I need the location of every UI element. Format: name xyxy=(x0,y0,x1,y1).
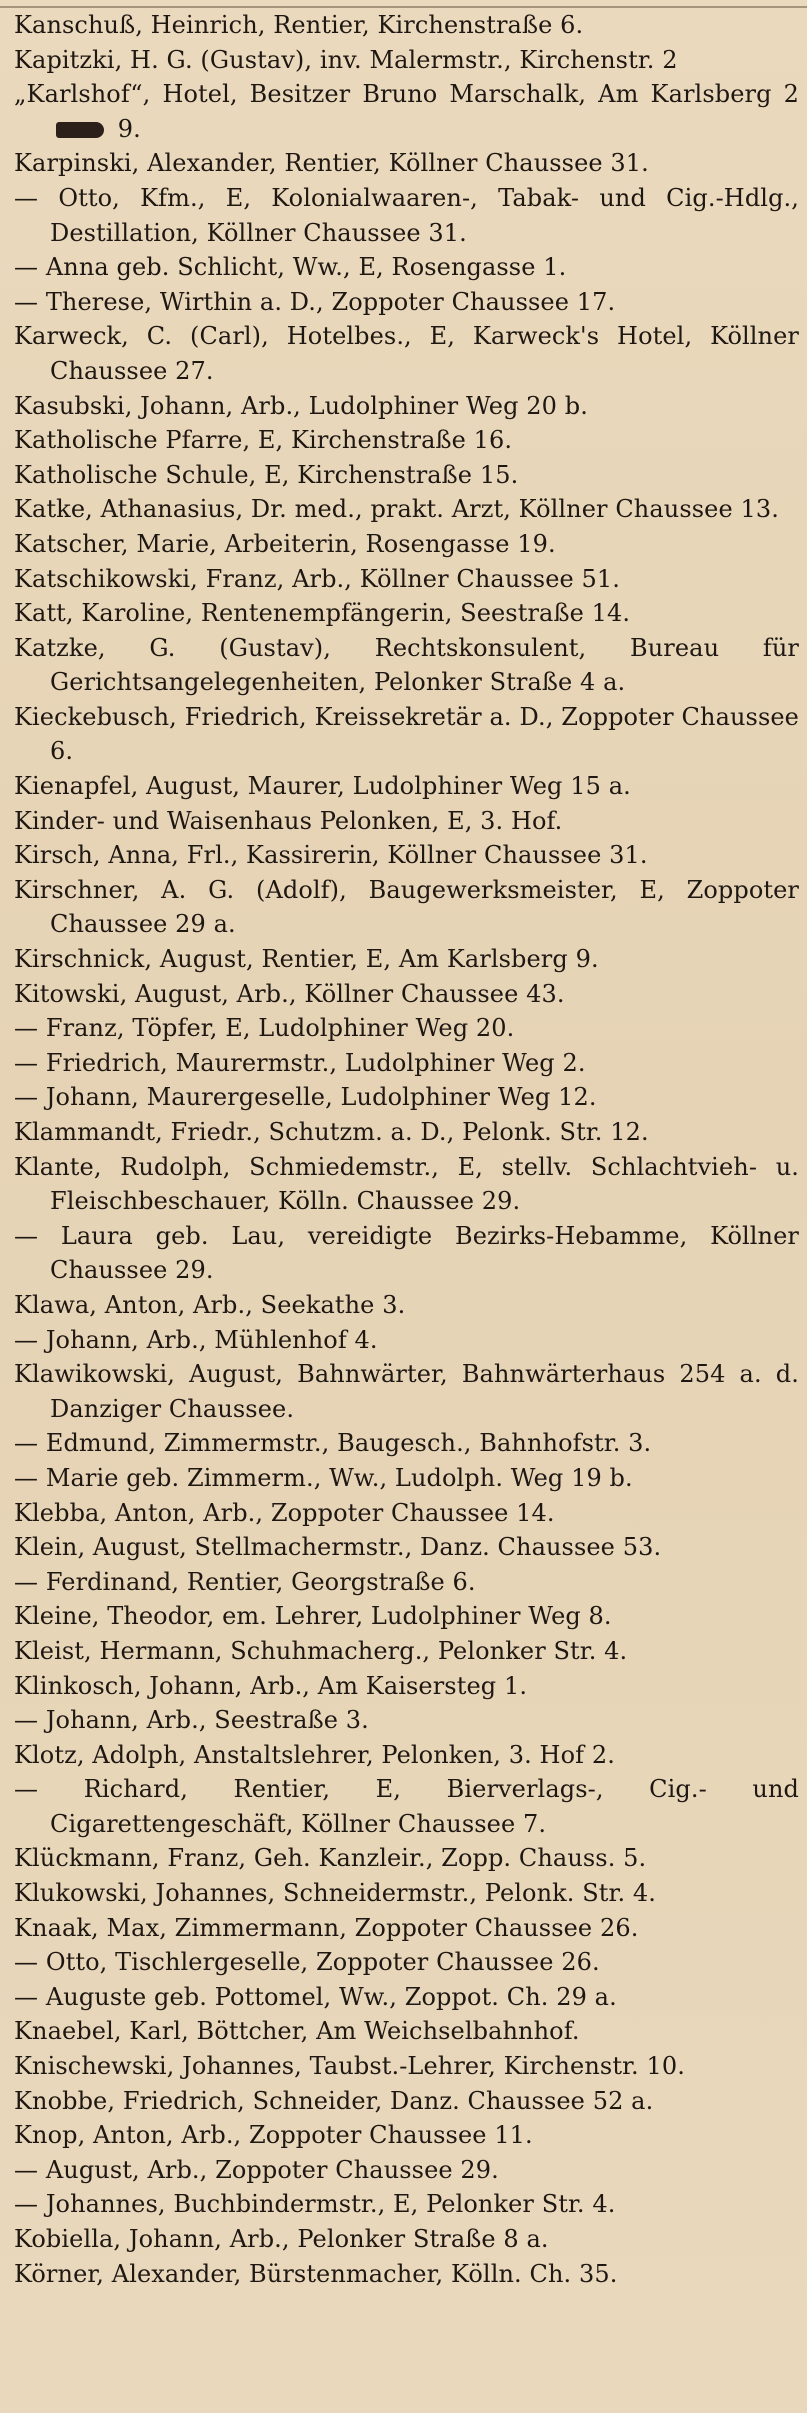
directory-entry: — Richard, Rentier, E, Bierverlags-, Cig.- und Cigarettengeschäft, Köllner Chaussee 7. xyxy=(14,1775,799,1838)
directory-entry: — Anna geb. Schlicht, Ww., E, Rosengasse 1. xyxy=(14,253,567,282)
directory-entry: Katholische Schule, E, Kirchenstraße 15. xyxy=(14,460,519,489)
address-listing xyxy=(14,8,799,2291)
directory-entry: Karweck, C. (Carl), Hotelbes., E, Karweck's Hotel, Köllner Chaussee 27. xyxy=(14,322,799,385)
directory-entry: Knaak, Max, Zimmermann, Zoppoter Chaussee 26. xyxy=(14,1913,639,1942)
directory-entry: Klawikowski, August, Bahnwärter, Bahnwärterhaus 254 a. d. Danziger Chaussee. xyxy=(14,1360,799,1423)
directory-entry: Kapitzki, H. G. (Gustav), inv. Malermstr., Kirchenstr. 2 xyxy=(14,45,678,74)
directory-entry: Klinkosch, Johann, Arb., Am Kaisersteg 1. xyxy=(14,1671,528,1700)
directory-entry: — Franz, Töpfer, E, Ludolphiner Weg 20. xyxy=(14,1014,515,1043)
directory-entry: — Johann, Arb., Mühlenhof 4. xyxy=(14,1325,378,1354)
directory-entry: Kleist, Hermann, Schuhmacherg., Pelonker Str. 4. xyxy=(14,1636,628,1665)
directory-entry: Klante, Rudolph, Schmiedemstr., E, stellv. Schlachtvieh- u. Fleischbeschauer, Kölln. Chaussee 29. xyxy=(14,1152,799,1216)
directory-entry: Klebba, Anton, Arb., Zoppoter Chaussee 14. xyxy=(14,1498,555,1527)
directory-entry: — Otto, Tischlergeselle, Zoppoter Chaussee 26. xyxy=(14,1948,600,1977)
directory-entry: Klotz, Adolph, Anstaltslehrer, Pelonken, 3. Hof 2. xyxy=(14,1740,615,1769)
directory-entry: Katke, Athanasius, Dr. med., prakt. Arzt, Köllner Chaussee 13. xyxy=(14,495,779,524)
directory-entry: — August, Arb., Zoppoter Chaussee 29. xyxy=(14,2155,499,2184)
directory-entry: Klammandt, Friedr., Schutzm. a. D., Pelonk. Str. 12. xyxy=(14,1118,649,1146)
directory-entry: Katholische Pfarre, E, Kirchenstraße 16. xyxy=(14,426,513,455)
directory-entry: Katscher, Marie, Arbeiterin, Rosengasse 19. xyxy=(14,529,556,558)
directory-entry: „Karlshof“, Hotel, Besitzer Bruno Marschalk, Am Karlsberg 2 9. xyxy=(14,80,799,143)
directory-entry: Klein, August, Stellmachermstr., Danz. Chaussee 53. xyxy=(14,1533,662,1562)
directory-entry: Klawa, Anton, Arb., Seekathe 3. xyxy=(14,1290,406,1319)
directory-entry: — Otto, Kfm., E, Kolonialwaaren-, Tabak- und Cig.-Hdlg., Destillation, Köllner Chaussee 31. xyxy=(14,183,799,247)
directory-entry: Katzke, G. (Gustav), Rechtskonsulent, Bureau für Gerichtsangelegenheiten, Pelonker Straße 4 a. xyxy=(14,633,799,697)
directory-entry: — Marie geb. Zimmerm., Ww., Ludolph. Weg 19 b. xyxy=(14,1463,633,1492)
directory-entry: Kitowski, August, Arb., Köllner Chaussee 43. xyxy=(14,979,565,1008)
directory-entry: — Therese, Wirthin a. D., Zoppoter Chaussee 17. xyxy=(14,287,616,316)
directory-entry: Knischewski, Johannes, Taubst.-Lehrer, Kirchenstr. 10. xyxy=(14,2052,685,2081)
directory-entry: Kanschuß, Heinrich, Rentier, Kirchenstraße 6. xyxy=(14,11,584,39)
directory-entry: Kobiella, Johann, Arb., Pelonker Straße 8 a. xyxy=(14,2225,549,2253)
directory-entry: — Laura geb. Lau, vereidigte Bezirks-Hebamme, Köllner Chaussee 29. xyxy=(14,1221,799,1285)
directory-entry: — Johann, Maurergeselle, Ludolphiner Weg 12. xyxy=(14,1083,597,1112)
directory-entry: — Johannes, Buchbindermstr., E, Pelonker Str. 4. xyxy=(14,2190,616,2219)
directory-entry: Kirsch, Anna, Frl., Kassirerin, Köllner Chaussee 31. xyxy=(14,841,648,870)
directory-entry: Kasubski, Johann, Arb., Ludolphiner Weg 20 b. xyxy=(14,391,588,420)
directory-entry: — Ferdinand, Rentier, Georgstraße 6. xyxy=(14,1567,476,1596)
directory-entry: Klukowski, Johannes, Schneidermstr., Pelonk. Str. 4. xyxy=(14,1879,657,1908)
directory-entry: Kirschner, A. G. (Adolf), Baugewerksmeister, E, Zoppoter Chaussee 29 a. xyxy=(14,875,799,939)
directory-entry: Karpinski, Alexander, Rentier, Köllner Chaussee 31. xyxy=(14,149,649,178)
directory-entry: — Johann, Arb., Seestraße 3. xyxy=(14,1706,369,1735)
directory-entry: Kienapfel, August, Maurer, Ludolphiner Weg 15 a. xyxy=(14,772,631,801)
directory-entry: — Edmund, Zimmermstr., Baugesch., Bahnhofstr. 3. xyxy=(14,1429,652,1458)
directory-entry: Knaebel, Karl, Böttcher, Am Weichselbahnhof. xyxy=(14,2017,580,2046)
directory-entry: Kleine, Theodor, em. Lehrer, Ludolphiner Weg 8. xyxy=(14,1602,612,1631)
directory-entry: Kinder- und Waisenhaus Pelonken, E, 3. Hof. xyxy=(14,806,563,835)
directory-entry: Kirschnick, August, Rentier, E, Am Karlsberg 9. xyxy=(14,945,599,974)
directory-entry: — Auguste geb. Pottomel, Ww., Zoppot. Ch. 29 a. xyxy=(14,1982,617,2011)
directory-entry: — Friedrich, Maurermstr., Ludolphiner Weg 2. xyxy=(14,1048,586,1077)
directory-entry: Katschikowski, Franz, Arb., Köllner Chaussee 51. xyxy=(14,564,621,593)
directory-entry: Klückmann, Franz, Geh. Kanzleir., Zopp. Chauss. 5. xyxy=(14,1844,647,1873)
page-top-rule xyxy=(0,0,807,8)
telephone-icon xyxy=(56,122,104,138)
directory-entry: Katt, Karoline, Rentenempfängerin, Seestraße 14. xyxy=(14,599,631,628)
directory-entry: Körner, Alexander, Bürstenmacher, Kölln. Ch. 35. xyxy=(14,2259,618,2288)
directory-entry: Knobbe, Friedrich, Schneider, Danz. Chaussee 52 a. xyxy=(14,2086,654,2115)
directory-entry: Knop, Anton, Arb., Zoppoter Chaussee 11. xyxy=(14,2121,533,2150)
directory-entry: Kieckebusch, Friedrich, Kreissekretär a. D., Zoppoter Chaussee 6. xyxy=(14,702,799,766)
